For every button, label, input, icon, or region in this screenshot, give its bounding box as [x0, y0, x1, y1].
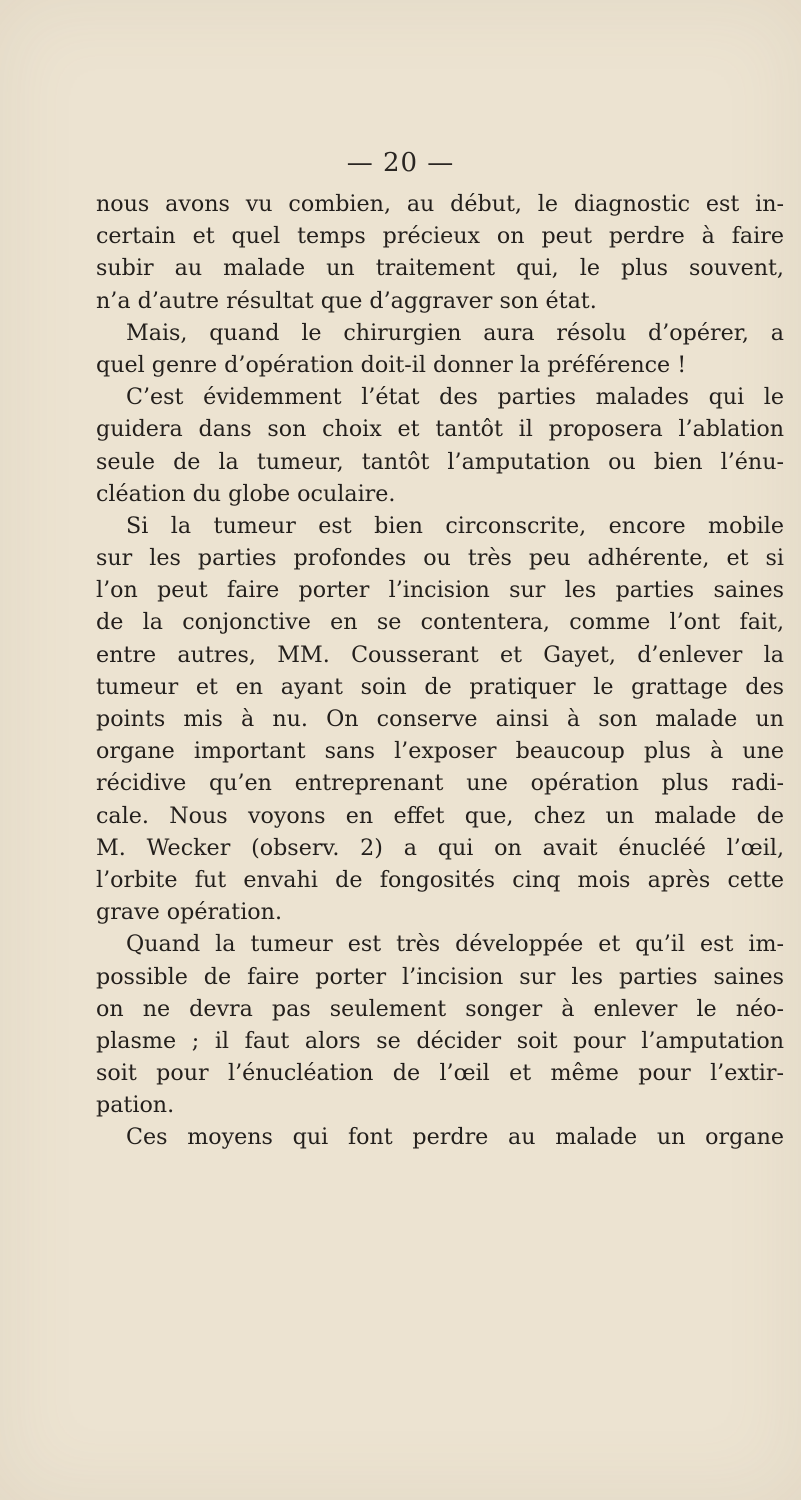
- text-line: Si la tumeur est bien circonscrite, encore mobile: [126, 512, 784, 539]
- page-number: — 20 —: [346, 148, 455, 178]
- text-line: points mis à nu. On conserve ainsi à son malade un: [96, 706, 784, 732]
- text-line: entre autres, MM. Cousserant et Gayet, d’enlever la: [96, 641, 784, 668]
- text-line: pation.: [96, 1092, 175, 1119]
- text-line: guidera dans son choix et tantôt il proposera l’ablation: [96, 416, 784, 443]
- text-line: Mais, quand le chirurgien aura résolu d’opérer, a: [126, 319, 784, 346]
- text-line: cale. Nous voyons en effet que, chez un malade de: [96, 802, 784, 829]
- text-line: quel genre d’opération doit-il donner la préférence !: [96, 351, 687, 378]
- text-line: subir au malade un traitement qui, le plus souvent,: [96, 255, 784, 282]
- text-line: l’orbite fut envahi de fongosités cinq mois après cette: [96, 866, 784, 893]
- text-line: M. Wecker (observ. 2) a qui on avait énucléé l’œil,: [96, 834, 784, 861]
- text-line: possible de faire porter l’incision sur les parties saines: [96, 963, 784, 990]
- text-line: nous avons vu combien, au début, le diagnostic est in-: [96, 191, 784, 217]
- text-line: n’a d’autre résultat que d’aggraver son état.: [96, 287, 597, 314]
- text-line: certain et quel temps précieux on peut perdre à faire: [96, 223, 784, 250]
- text-line: soit pour l’énucléation de l’œil et même pour l’extir-: [96, 1060, 784, 1087]
- text-line: seule de la tumeur, tantôt l’amputation ou bien l’énu-: [96, 448, 784, 475]
- text-line: organe important sans l’exposer beaucoup plus à une: [96, 738, 784, 765]
- text-line: tumeur et en ayant soin de pratiquer le grattage des: [96, 673, 784, 700]
- text-line: plasme ; il faut alors se décider soit pour l’amputation: [96, 1027, 784, 1054]
- text-line: sur les parties profondes ou très peu adhérente, et si: [96, 545, 784, 572]
- text-line: C’est évidemment l’état des parties malades qui le: [126, 384, 784, 411]
- text-line: cléation du globe oculaire.: [96, 480, 396, 507]
- text-line: Ces moyens qui font perdre au malade un organe: [126, 1124, 784, 1151]
- body-text: [96, 188, 784, 1154]
- text-line: l’on peut faire porter l’incision sur les parties saines: [96, 577, 784, 604]
- text-line: grave opération.: [96, 899, 282, 926]
- text-line: Quand la tumeur est très développée et qu’il est im-: [126, 931, 784, 958]
- text-line: on ne devra pas seulement songer à enlever le néo-: [96, 995, 784, 1022]
- text-line: de la conjonctive en se contentera, comme l’ont fait,: [96, 609, 784, 636]
- text-line: récidive qu’en entreprenant une opération plus radi-: [96, 770, 784, 797]
